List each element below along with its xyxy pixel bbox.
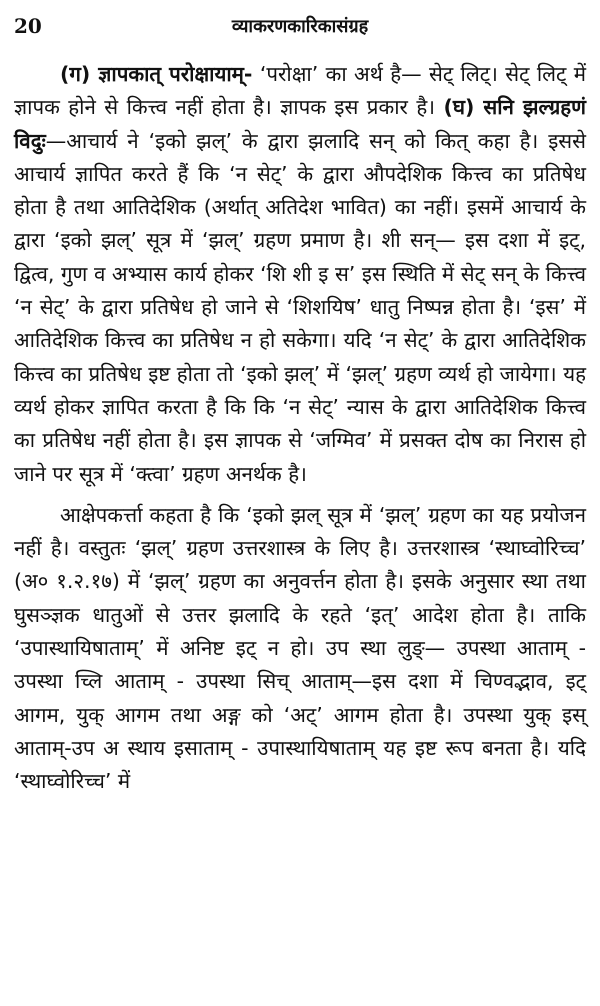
heading-sani-jhal: (घ) सनि झल्ग्रहणं विदुः <box>14 95 586 153</box>
paragraph-2: आक्षेपकर्त्ता कहता है कि ‘इको झल् सूत्र में ‘झल्’ ग्रहण का यह प्रयोजन नहीं है। वस्तुतः ‘झल्’ ग्रहण उत्तरशास्त्र के लिए है। उत्तरशास्त्र ‘स्थाघ्वोरिच्च’ (अ० १.२.१७) में ‘झल्’ ग्रहण का अनुवर्त्तन होता है। इसके अनुसार स्था तथा घुसञ्ज्ञक धातुओं से उत्तर झलादि के रहते ‘इत्’ आदेश होता है। ताकि ‘उपास्थायिषाताम्’ में अनिष्ट इट् न हो। उप स्था लुङ्— उपस्था आताम् - उपस्था च्लि आताम् - उपस्था सिच् आताम्—इस दशा में चिण्वद्भाव, इट् आगम, युक् आगम तथा अङ्ग को ‘अट्’ आगम होता है। उपस्था युक् इस् आताम्-उप अ स्थाय इसाताम् - उपास्थायिषाताम् यह इष्ट रूप बनता है। यदि ‘स्थाघ्वोरिच्च’ में <box>14 502 586 794</box>
page-header <box>0 10 600 46</box>
paragraph-1-text-b: —आचार्य ने ‘इको झल्’ के द्वारा झलादि सन् को कित् कहा है। इससे आचार्य ज्ञापित करते हैं कि ‘न सेट्’ के द्वारा औपदेशिक कित्त्व का प्रतिषेध होता है तथा आतिदेशिक (अर्थात् अतिदेश भावित) का नहीं। इसमें आचार्य के द्वारा ‘इको झल्’ सूत्र में ‘झल्’ ग्रहण प्रमाण है। शी सन्— इस दशा में इट्, द्वित्व, गुण व अभ्यास कार्य होकर ‘शि शी इ स’ इस स्थिति में सेट् सन् के कित्त्व ‘न सेट्’ के द्वारा प्रतिषेध हो जाने से ‘शिशयिष’ धातु निष्पन्न होता है। ‘इस’ में आतिदेशिक कित्त्व का प्रतिषेध न हो सकेगा। यदि ‘न सेट्’ के द्वारा आतिदेशिक कित्त्व का प्रतिषेध इष्ट होता तो ‘इको झल्’ में ‘झल्’ ग्रहण व्यर्थ हो जायेगा। यह व्यर्थ होकर ज्ञापित करता है कि कि ‘न सेट्’ न्यास के द्वारा आतिदेशिक कित्त्व का प्रतिषेध नहीं होता है। इस ज्ञापक से ‘जग्मिव’ में प्रसक्त दोष का निरास हो जाने पर सूत्र में ‘क्त्वा’ ग्रहण अनर्थक है। <box>14 128 586 486</box>
paragraph-1-text-a: ‘परोक्षा’ का अर्थ है— सेट् लिट्। सेट् लिट् में ज्ञापक होने से कित्त्व नहीं होता है। ज्ञापक इस प्रकार है। <box>14 62 587 120</box>
running-title: व्याकरणकारिकासंग्रह <box>231 16 369 37</box>
page-number: 20 <box>14 14 42 38</box>
page-body <box>14 58 586 807</box>
heading-jnapakat: (ग) ज्ञापकात् परोक्षायाम्- <box>60 62 253 86</box>
paragraph-1 <box>14 58 586 491</box>
